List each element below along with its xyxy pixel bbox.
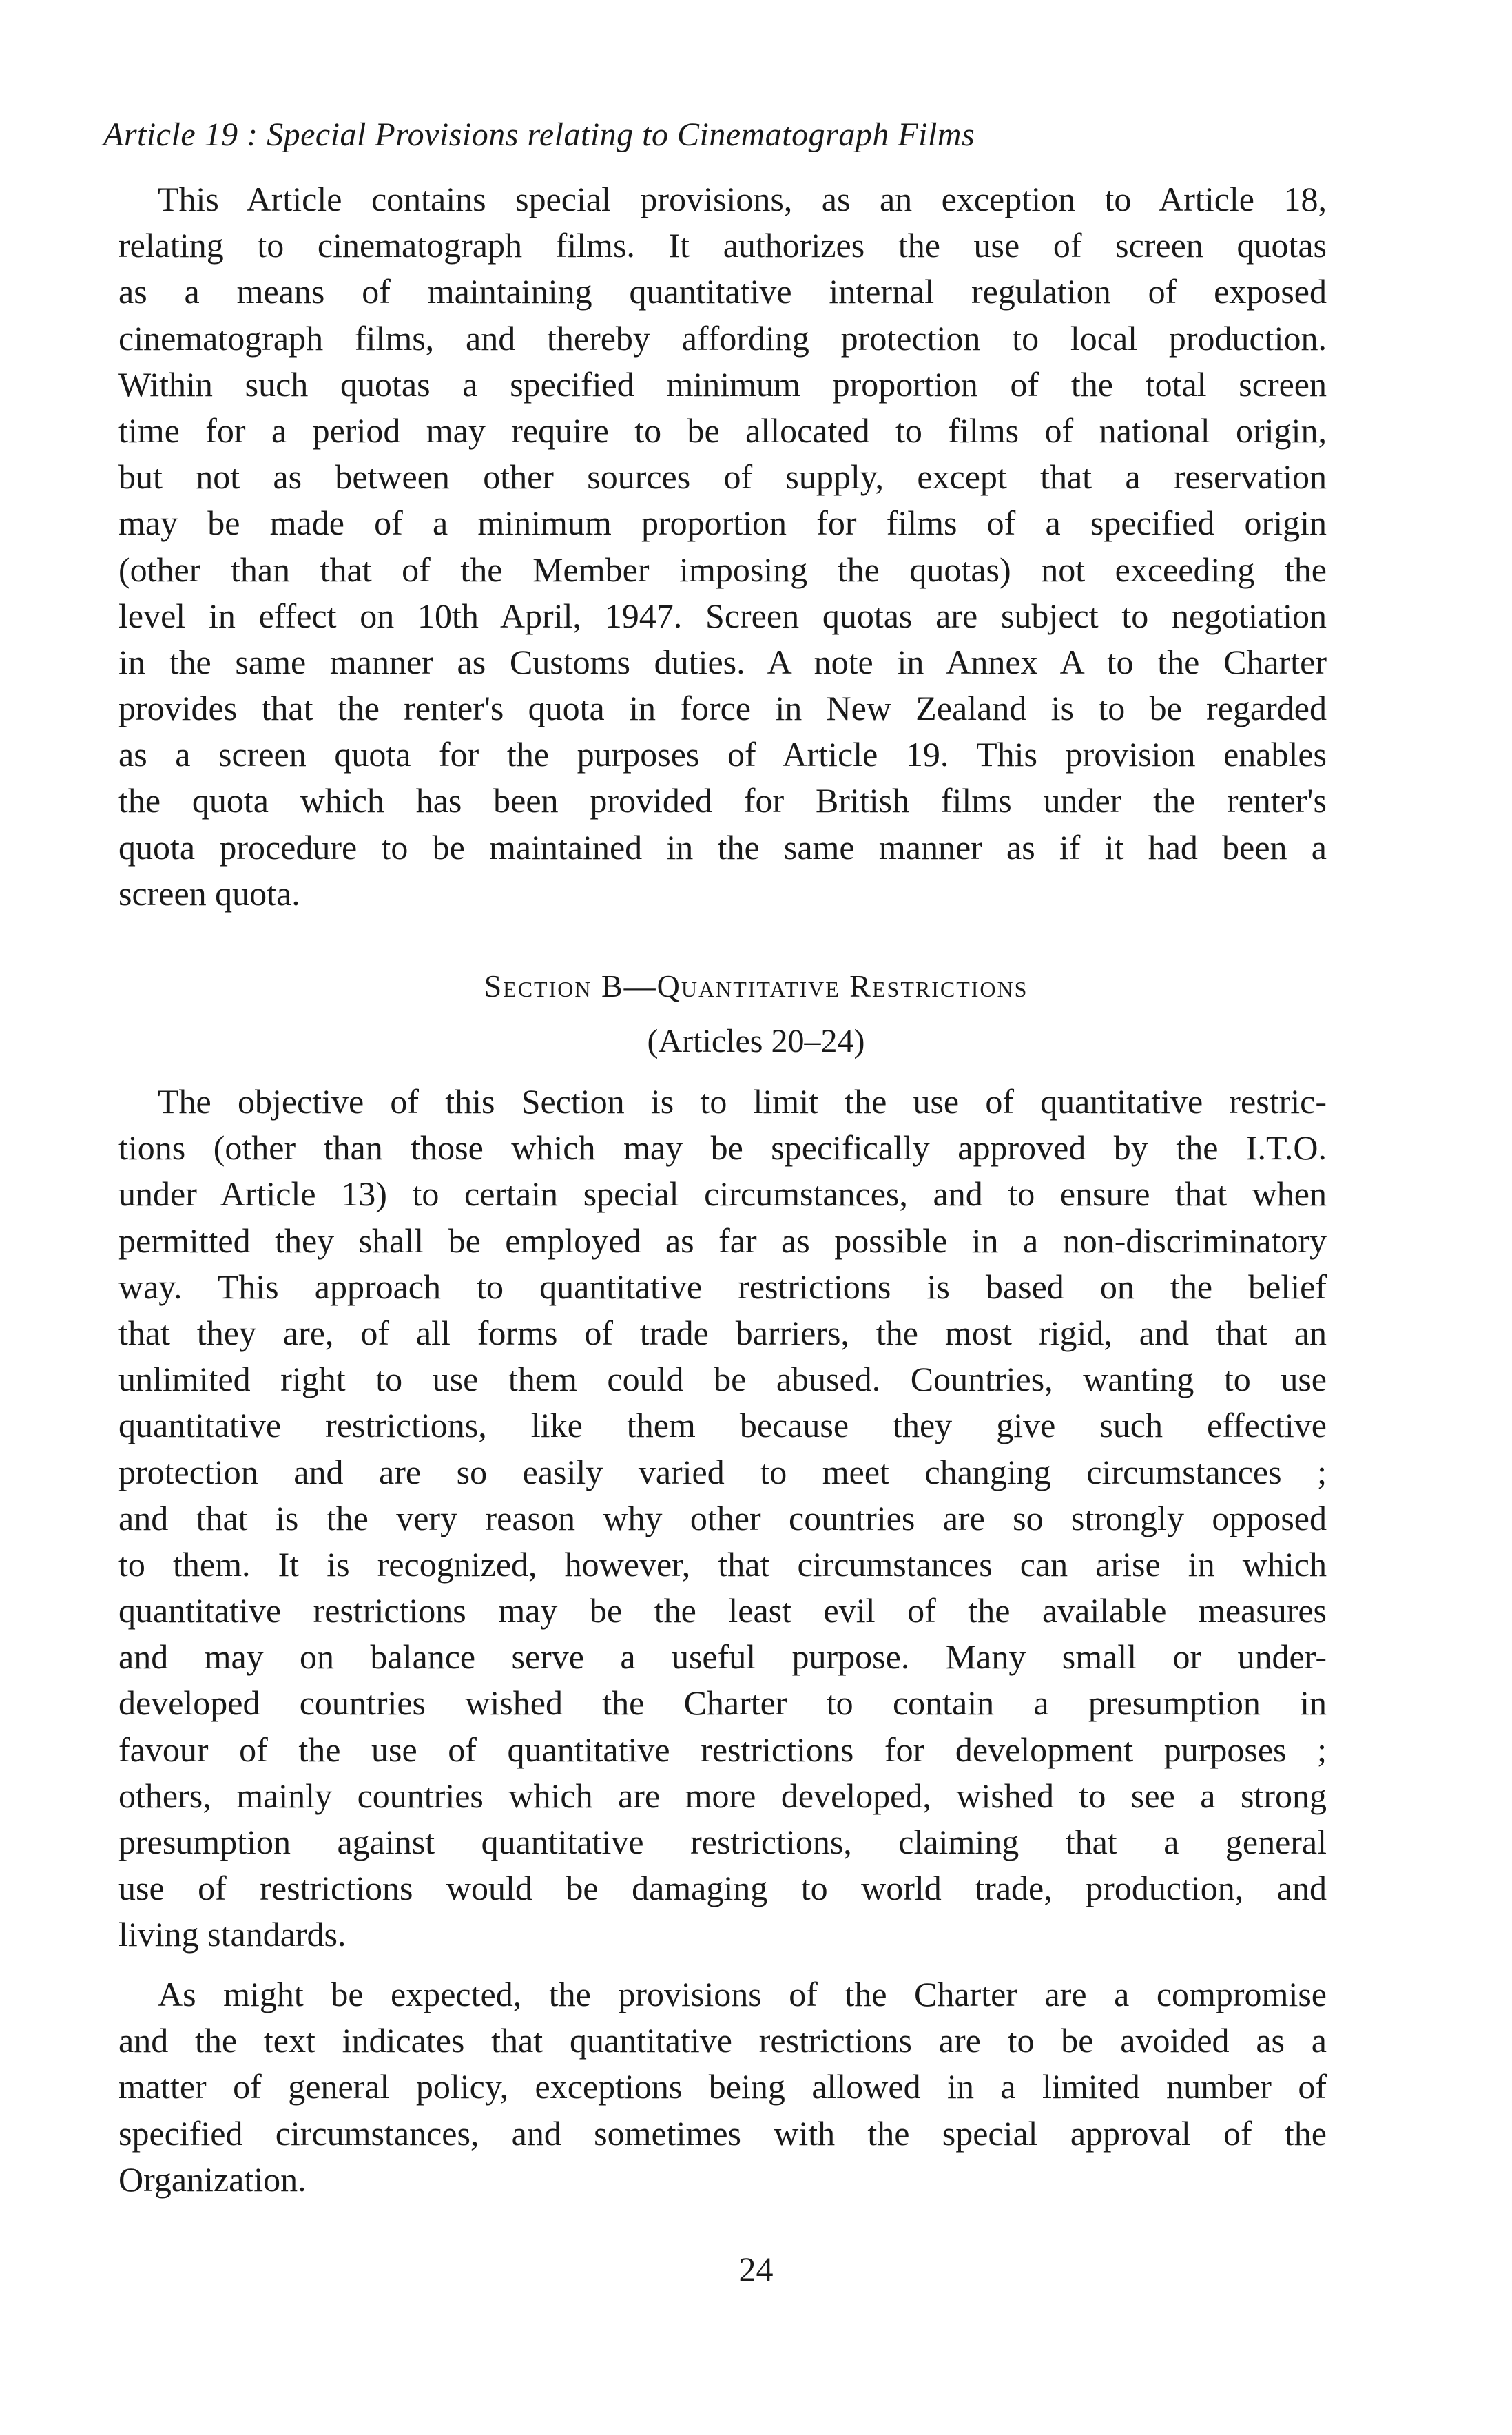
text-line: This Article contains special provisions, as an exception to Article 18, xyxy=(158,180,1327,218)
text-line: in the same manner as Customs duties. A note in Annex A to the Charter xyxy=(118,642,1327,681)
text-line: relating to cinematograph films. It authorizes the use of screen quotas xyxy=(118,226,1327,265)
paragraph-section-objective xyxy=(118,1079,1327,1958)
text-line: the quota which has been provided for British films under the renter's xyxy=(118,781,1327,820)
text-line: way. This approach to quantitative restrictions is based on the belief xyxy=(118,1267,1327,1306)
paragraph-article-19 xyxy=(118,176,1327,917)
text-line: The objective of this Section is to limit the use of quantitative restric- xyxy=(158,1082,1327,1121)
paragraph-compromise xyxy=(118,1971,1327,2203)
text-line: presumption against quantitative restrictions, claiming that a general xyxy=(118,1823,1327,1861)
text-line: level in effect on 10th April, 1947. Screen quotas are subject to negotiation xyxy=(118,596,1327,635)
text-line: and may on balance serve a useful purpose. Many small or under- xyxy=(118,1637,1327,1677)
text-line: quantitative restrictions may be the least evil of the available measures xyxy=(118,1591,1327,1630)
text-line: permitted they shall be employed as far as possible in a non-discriminatory xyxy=(118,1221,1327,1260)
text-line: Within such quotas a specified minimum proportion of the total screen xyxy=(118,364,1327,404)
text-line: time for a period may require to be allocated to films of national origin, xyxy=(118,411,1327,450)
text-line: to them. It is recognized, however, that circumstances can arise in which xyxy=(118,1544,1327,1584)
text-line: screen quota. xyxy=(118,873,300,913)
text-line: provides that the renter's quota in force in New Zealand is to be regarded xyxy=(118,689,1327,728)
text-line: protection and are so easily varied to meet changing circumstances ; xyxy=(118,1452,1327,1491)
text-line: and that is the very reason why other countries are so strongly opposed xyxy=(118,1498,1327,1537)
section-subheading: (Articles 20–24) xyxy=(647,1023,865,1059)
text-line: developed countries wished the Charter to contain a presumption in xyxy=(118,1683,1327,1723)
text-line: quota procedure to be maintained in the same manner as if it had been a xyxy=(118,827,1327,867)
section-heading: Section B—Quantitative Restrictions xyxy=(484,968,1028,1004)
text-line: favour of the use of quantitative restrictions for development purposes ; xyxy=(118,1730,1327,1769)
text-line: unlimited right to use them could be abused. Countries, wanting to use xyxy=(118,1360,1327,1399)
article-title: Article 19 : Special Provisions relating to Cinematograph Films xyxy=(103,116,975,153)
text-line: living standards. xyxy=(118,1915,346,1954)
text-line: that they are, of all forms of trade barriers, the most rigid, and that an xyxy=(118,1313,1327,1352)
text-line: as a means of maintaining quantitative internal regulation of exposed xyxy=(118,272,1327,311)
text-line: Organization. xyxy=(118,2159,307,2199)
text-line: under Article 13) to certain special circumstances, and to ensure that when xyxy=(118,1174,1327,1214)
text-line: (other than that of the Member imposing the quotas) not exceeding the xyxy=(118,550,1327,589)
text-line: may be made of a minimum proportion for films of a specified origin xyxy=(118,504,1327,543)
text-line: others, mainly countries which are more developed, wished to see a strong xyxy=(118,1776,1327,1815)
text-line: specified circumstances, and sometimes with the special approval of the xyxy=(118,2113,1327,2153)
text-line: cinematograph films, and thereby affording protection to local production. xyxy=(118,318,1327,358)
text-line: and the text indicates that quantitative restrictions are to be avoided as a xyxy=(118,2021,1327,2060)
text-line: matter of general policy, exceptions being allowed in a limited number of xyxy=(118,2067,1327,2106)
text-line: tions (other than those which may be specifically approved by the I.T.O. xyxy=(118,1128,1327,1168)
text-line: quantitative restrictions, like them because they give such effective xyxy=(118,1406,1327,1445)
page-number: 24 xyxy=(738,2250,774,2288)
text-line: use of restrictions would be damaging to world trade, production, and xyxy=(118,1869,1327,1908)
text-line: As might be expected, the provisions of the Charter are a compromise xyxy=(158,1975,1327,2013)
text-line: but not as between other sources of supply, except that a reservation xyxy=(118,457,1327,497)
text-line: as a screen quota for the purposes of Article 19. This provision enables xyxy=(118,735,1327,774)
